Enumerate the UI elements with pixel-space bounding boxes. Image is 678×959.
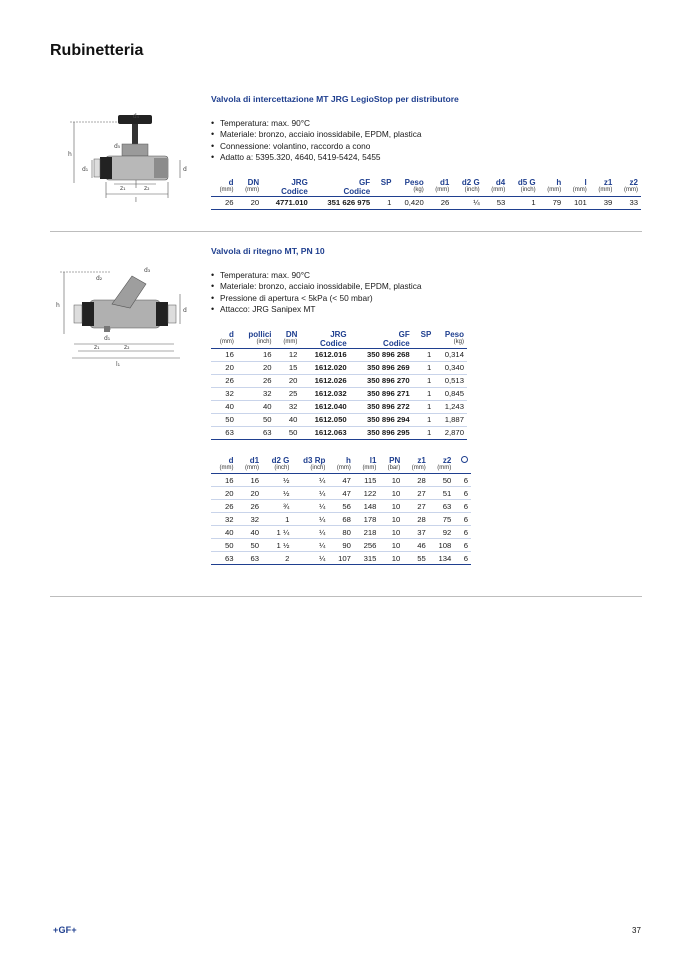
table-cell: 20 <box>237 361 275 374</box>
table-cell: 32 <box>237 513 263 526</box>
label-d2: d₂ <box>96 275 103 282</box>
table-cell: 0,845 <box>434 387 467 400</box>
column-unit: (mm) <box>483 187 509 197</box>
table-cell: 351 626 975 <box>311 196 373 209</box>
table-cell: 1 <box>413 387 435 400</box>
table-cell: 1612.032 <box>300 387 349 400</box>
table-cell: 1612.026 <box>300 374 349 387</box>
table-cell: 1 <box>508 196 538 209</box>
table-cell: 2,870 <box>434 426 467 439</box>
feature-item: • Adatto a: 5395.320, 4640, 5419-5424, 5455 <box>211 152 641 163</box>
table-row <box>211 513 471 526</box>
page-number: 37 <box>632 926 641 935</box>
table-cell: 20 <box>237 487 263 500</box>
table-cell: 122 <box>354 487 380 500</box>
table-cell: 15 <box>275 361 301 374</box>
table-cell: 40 <box>275 413 301 426</box>
table-cell: 55 <box>403 552 429 565</box>
column-unit: (mm) <box>328 465 354 474</box>
label-l: l <box>135 197 137 204</box>
table-cell: 1 <box>413 400 435 413</box>
table-cell: 1 <box>413 413 435 426</box>
table-cell: 16 <box>237 348 275 361</box>
table-cell: 80 <box>328 526 354 539</box>
section1-spec-table <box>211 176 641 210</box>
table-cell: 28 <box>403 513 429 526</box>
table-cell: 218 <box>354 526 380 539</box>
column-unit: (mm) <box>615 187 641 197</box>
table-cell: 50 <box>429 474 455 487</box>
table-cell: 26 <box>211 374 237 387</box>
table-cell: 315 <box>354 552 380 565</box>
table-cell: 1 ¼ <box>262 526 292 539</box>
label-h: h <box>68 151 72 158</box>
column-header: d2 G <box>271 455 290 465</box>
table-cell: 6 <box>454 552 471 565</box>
table-cell: 350 896 268 <box>350 348 413 361</box>
table-cell: 1,243 <box>434 400 467 413</box>
column-unit: Codice <box>300 339 349 349</box>
table-cell: 53 <box>483 196 509 209</box>
divider <box>50 231 642 232</box>
table-cell: 10 <box>379 474 403 487</box>
table-cell: 350 896 269 <box>350 361 413 374</box>
table-cell: 6 <box>454 513 471 526</box>
table-cell: 37 <box>403 526 429 539</box>
column-unit: (mm) <box>211 187 237 197</box>
column-unit: (mm) <box>211 339 237 349</box>
label-d1: d₁ <box>104 335 111 342</box>
table-cell: 20 <box>211 361 237 374</box>
column-header: l <box>584 177 587 187</box>
table-cell: ¼ <box>292 526 328 539</box>
table-cell: 47 <box>328 487 354 500</box>
table-cell: 10 <box>379 513 403 526</box>
table-cell: 20 <box>275 374 301 387</box>
table-cell: 148 <box>354 500 380 513</box>
table-cell: 40 <box>211 400 237 413</box>
check-valve-drawing <box>50 264 200 374</box>
label-z2: z₂ <box>144 185 150 192</box>
label-d: d <box>183 166 187 173</box>
table-cell: 1612.040 <box>300 400 349 413</box>
table-cell: 6 <box>454 474 471 487</box>
column-unit: (inch) <box>237 339 275 349</box>
table-cell: ¼ <box>292 500 328 513</box>
table-row <box>211 426 467 439</box>
table-cell: 32 <box>237 387 275 400</box>
column-header: SP <box>380 177 392 187</box>
table-cell: 6 <box>454 526 471 539</box>
table-cell: 28 <box>403 474 429 487</box>
section2-title: Valvola di ritegno MT, PN 10 <box>211 246 325 256</box>
table-cell: 115 <box>354 474 380 487</box>
column-header: GF <box>359 177 371 187</box>
table-cell: 79 <box>539 196 565 209</box>
column-header: PN <box>389 455 401 465</box>
section1-title: Valvola di intercettazione MT JRG LegioStop per distributore <box>211 94 459 104</box>
column-header: Peso <box>444 329 464 339</box>
column-unit: (inch) <box>292 465 328 474</box>
table-cell: 4771.010 <box>262 196 311 209</box>
table-cell: 51 <box>429 487 455 500</box>
table-cell: 50 <box>237 413 275 426</box>
feature-item: • Materiale: bronzo, acciaio inossidabile, EPDM, plastica <box>211 281 641 292</box>
table-cell: 50 <box>237 539 263 552</box>
column-header: l1 <box>369 455 377 465</box>
column-unit: (kg) <box>434 339 467 349</box>
column-header: d4 <box>495 177 506 187</box>
column-unit: Codice <box>262 187 311 197</box>
table-cell: 27 <box>403 487 429 500</box>
table-cell: 10 <box>379 500 403 513</box>
table-cell: 26 <box>211 196 237 209</box>
table-cell: 39 <box>590 196 616 209</box>
section2-features <box>211 270 641 316</box>
column-header: h <box>556 177 562 187</box>
table-cell: 63 <box>237 426 275 439</box>
table-cell: 50 <box>275 426 301 439</box>
table-cell: ¼ <box>292 474 328 487</box>
column-header: z2 <box>629 177 638 187</box>
column-unit: (mm) <box>427 187 453 197</box>
table-cell: 108 <box>429 539 455 552</box>
table-cell: 10 <box>379 539 403 552</box>
feature-item: • Materiale: bronzo, acciaio inossidabile, EPDM, plastica <box>211 129 641 140</box>
table-cell: 1,887 <box>434 413 467 426</box>
table-cell: 350 896 294 <box>350 413 413 426</box>
table-cell: 0,314 <box>434 348 467 361</box>
page-title: Rubinetteria <box>50 42 144 59</box>
table-cell: 26 <box>427 196 453 209</box>
column-unit: (mm) <box>211 465 237 474</box>
table-row <box>211 374 467 387</box>
column-unit: (inch) <box>508 187 538 197</box>
column-unit: Codice <box>311 187 373 197</box>
column-unit <box>373 187 394 197</box>
column-header: z1 <box>603 177 613 187</box>
column-header: DN <box>247 177 260 187</box>
column-unit: Codice <box>350 339 413 349</box>
column-unit: (mm) <box>564 187 590 197</box>
table-cell: 1 <box>413 374 435 387</box>
column-header: d1 <box>439 177 450 187</box>
table-cell: 134 <box>429 552 455 565</box>
table-cell: ¼ <box>292 513 328 526</box>
table-cell: 50 <box>211 413 237 426</box>
table-cell: ¼ <box>292 552 328 565</box>
table-cell: 1612.050 <box>300 413 349 426</box>
column-header: d <box>228 329 234 339</box>
column-header: pollici <box>248 329 272 339</box>
table-cell: 1 ½ <box>262 539 292 552</box>
table-row <box>211 474 471 487</box>
divider <box>50 596 642 597</box>
label-d4: d₄ <box>132 113 140 120</box>
column-unit <box>454 465 471 474</box>
column-unit: (mm) <box>590 187 616 197</box>
table-cell: 350 896 295 <box>350 426 413 439</box>
column-unit: (mm) <box>237 187 263 197</box>
table-cell: 32 <box>275 400 301 413</box>
table-cell: 33 <box>615 196 641 209</box>
table-cell: 6 <box>454 500 471 513</box>
column-header: d <box>228 177 234 187</box>
table-cell: 40 <box>237 526 263 539</box>
column-unit: (kg) <box>394 187 426 197</box>
table-cell: 2 <box>262 552 292 565</box>
table-cell: 20 <box>211 487 237 500</box>
column-unit: (mm) <box>403 465 429 474</box>
table-row <box>211 348 467 361</box>
table-cell: 350 896 270 <box>350 374 413 387</box>
table-cell: 350 896 272 <box>350 400 413 413</box>
table-cell: 50 <box>211 539 237 552</box>
table-cell: 32 <box>211 513 237 526</box>
table-cell: 10 <box>379 487 403 500</box>
column-header: JRG <box>291 177 308 187</box>
table-cell: 1612.063 <box>300 426 349 439</box>
feature-item: • Temperatura: max. 90°C <box>211 270 641 281</box>
label-z2: z₂ <box>124 344 130 351</box>
column-unit: (mm) <box>429 465 455 474</box>
label-z1: z₁ <box>94 344 100 351</box>
table-cell: 46 <box>403 539 429 552</box>
label-d5: d₅ <box>114 143 121 150</box>
column-header: d2 G <box>461 177 480 187</box>
table-cell: ¼ <box>292 539 328 552</box>
table-cell: 32 <box>211 387 237 400</box>
feature-item: • Attacco: JRG Sanipex MT <box>211 304 641 315</box>
table-cell: 1 <box>413 361 435 374</box>
column-header: z1 <box>417 455 426 465</box>
table-cell: 6 <box>454 539 471 552</box>
table-cell: 63 <box>429 500 455 513</box>
table-cell: 26 <box>237 374 275 387</box>
table-row <box>211 387 467 400</box>
table-cell: 26 <box>237 500 263 513</box>
table-cell: 63 <box>211 552 237 565</box>
table-row <box>211 487 471 500</box>
column-unit: (mm) <box>275 339 301 349</box>
table-cell: 0,340 <box>434 361 467 374</box>
column-unit <box>413 339 435 349</box>
table-cell: 25 <box>275 387 301 400</box>
column-unit: (bar) <box>379 465 403 474</box>
table-cell: 47 <box>328 474 354 487</box>
table-cell: 0,513 <box>434 374 467 387</box>
column-header: Peso <box>404 177 424 187</box>
table-row <box>211 539 471 552</box>
table-cell: 68 <box>328 513 354 526</box>
column-unit: (inch) <box>262 465 292 474</box>
label-d: d <box>183 307 187 314</box>
label-d1: d₁ <box>82 166 89 173</box>
column-header: d1 <box>249 455 260 465</box>
table-row <box>211 361 467 374</box>
table-cell: 12 <box>275 348 301 361</box>
column-header: SP <box>420 329 432 339</box>
section1-features <box>211 118 641 164</box>
table-cell: 27 <box>403 500 429 513</box>
table-cell: 6 <box>454 487 471 500</box>
table-cell: 16 <box>237 474 263 487</box>
table-row <box>211 526 471 539</box>
table-cell: 1 <box>413 426 435 439</box>
feature-item: • Pressione di apertura < 5kPa (< 50 mbar) <box>211 293 641 304</box>
feature-item: • Connessione: volantino, raccordo a cono <box>211 141 641 152</box>
table-cell: 101 <box>564 196 590 209</box>
table-cell: 26 <box>211 500 237 513</box>
column-unit: (mm) <box>237 465 263 474</box>
table-cell: 63 <box>211 426 237 439</box>
table-cell: 56 <box>328 500 354 513</box>
label-d3: d₃ <box>144 267 151 274</box>
column-unit: (mm) <box>539 187 565 197</box>
table-cell: ¾ <box>262 500 292 513</box>
table-cell: 178 <box>354 513 380 526</box>
table-cell: 107 <box>328 552 354 565</box>
circle-icon <box>461 456 468 463</box>
table-cell: ¼ <box>292 487 328 500</box>
table-row <box>211 552 471 565</box>
table-cell: 90 <box>328 539 354 552</box>
table-cell: 256 <box>354 539 380 552</box>
table-cell: 1612.020 <box>300 361 349 374</box>
table-cell: 40 <box>237 400 275 413</box>
table-cell: ½ <box>262 487 292 500</box>
table-cell: 16 <box>211 348 237 361</box>
table-cell: 92 <box>429 526 455 539</box>
column-unit: (inch) <box>452 187 482 197</box>
table-cell: 75 <box>429 513 455 526</box>
column-header: d3 Rp <box>303 455 326 465</box>
table-cell: ¼ <box>452 196 482 209</box>
column-header: DN <box>285 329 298 339</box>
column-header: JRG <box>330 329 347 339</box>
table-cell: 40 <box>211 526 237 539</box>
label-z1: z₁ <box>120 185 126 192</box>
column-header: d <box>228 455 234 465</box>
table-cell: 1612.016 <box>300 348 349 361</box>
column-header: GF <box>398 329 410 339</box>
feature-item: • Temperatura: max. 90°C <box>211 118 641 129</box>
table-cell: 350 896 271 <box>350 387 413 400</box>
section2-dimensions-table <box>211 454 471 566</box>
column-unit: (mm) <box>354 465 380 474</box>
circle-symbol-header <box>454 454 471 465</box>
table-row <box>211 196 641 209</box>
label-l1: l₁ <box>116 361 121 368</box>
table-cell: 0,420 <box>394 196 426 209</box>
table-cell: 1 <box>413 348 435 361</box>
label-h: h <box>56 302 60 309</box>
table-row <box>211 500 471 513</box>
table-cell: 1 <box>262 513 292 526</box>
shutoff-valve-drawing <box>50 98 200 208</box>
table-cell: ½ <box>262 474 292 487</box>
table-row <box>211 400 467 413</box>
column-header: z2 <box>442 455 452 465</box>
table-cell: 1 <box>373 196 394 209</box>
table-cell: 63 <box>237 552 263 565</box>
table-cell: 16 <box>211 474 237 487</box>
table-cell: 10 <box>379 526 403 539</box>
table-cell: 10 <box>379 552 403 565</box>
column-header: d5 G <box>517 177 536 187</box>
table-row <box>211 413 467 426</box>
section2-codes-table <box>211 328 467 440</box>
column-header: h <box>346 455 351 465</box>
table-cell: 20 <box>237 196 263 209</box>
gf-logo: +GF+ <box>53 925 77 935</box>
